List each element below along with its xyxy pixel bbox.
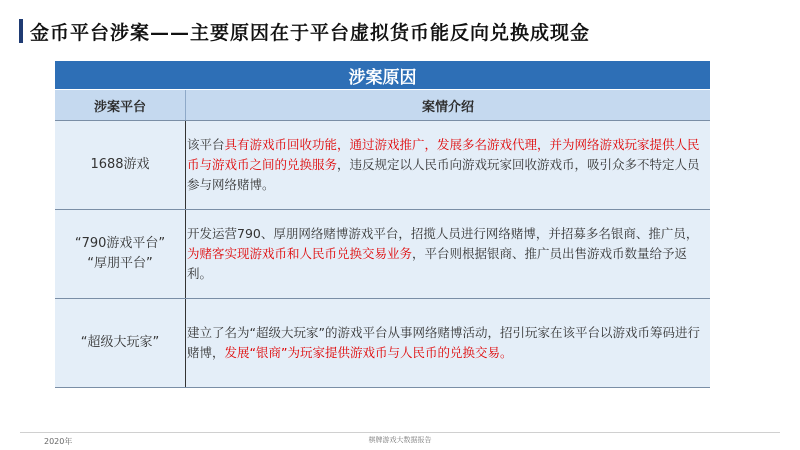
footer-source: 棋牌游戏大数据报告 xyxy=(368,436,432,444)
highlighted-text: 为赌客实现游戏币和人民币兑换交易业务 xyxy=(187,246,413,261)
footer-divider xyxy=(20,432,780,433)
title-accent-bar xyxy=(19,19,23,43)
description-text xyxy=(187,135,708,195)
highlighted-text: 发展“银商”为玩家提供游戏币与人民币的兑换交易。 xyxy=(224,345,513,360)
description-cell xyxy=(185,210,710,298)
footer-year: 2020年 xyxy=(44,437,73,446)
column-header-description: 案情介绍 xyxy=(185,90,710,120)
column-header-row xyxy=(55,89,710,120)
text-segment: 该平台 xyxy=(187,137,225,152)
text-segment: 开发运营790、厚朋网络赌博游戏平台，招揽人员进行网络赌博，并招募多名银商、推广员， xyxy=(187,226,699,241)
description-text xyxy=(187,323,708,363)
description-cell xyxy=(185,299,710,387)
text-segment: 建立了名为“超级大玩家”的游戏平台从事网络赌博活动，招引玩家在该平台以游戏币筹码进行赌博， xyxy=(187,325,700,360)
table-row xyxy=(55,209,710,298)
platform-cell: “790游戏平台” “厚朋平台” xyxy=(74,236,166,271)
platform-cell: 1688游戏 xyxy=(90,157,150,172)
platform-cell: “超级大玩家” xyxy=(80,335,160,350)
page-title: 金币平台涉案——主要原因在于平台虚拟货币能反向兑换成现金 xyxy=(30,22,591,44)
table-row xyxy=(55,298,710,388)
table-title: 涉案原因 xyxy=(55,61,710,89)
table-row xyxy=(55,120,710,209)
column-header-platform: 涉案平台 xyxy=(93,99,146,115)
description-text xyxy=(187,224,708,284)
text-segment: ，违反规定以人民币向游戏玩家回收游戏币，吸引众多不特定人员参与网络赌博。 xyxy=(187,157,700,192)
text-segment: ，平台则根据银商、推广员出售游戏币数量给予返利。 xyxy=(187,246,688,281)
description-cell xyxy=(185,121,710,209)
highlighted-text: 具有游戏币回收功能，通过游戏推广，发展多名游戏代理，并为网络游戏玩家提供人民币与游戏币之间的兑换服务 xyxy=(187,137,700,172)
case-table xyxy=(55,61,710,388)
